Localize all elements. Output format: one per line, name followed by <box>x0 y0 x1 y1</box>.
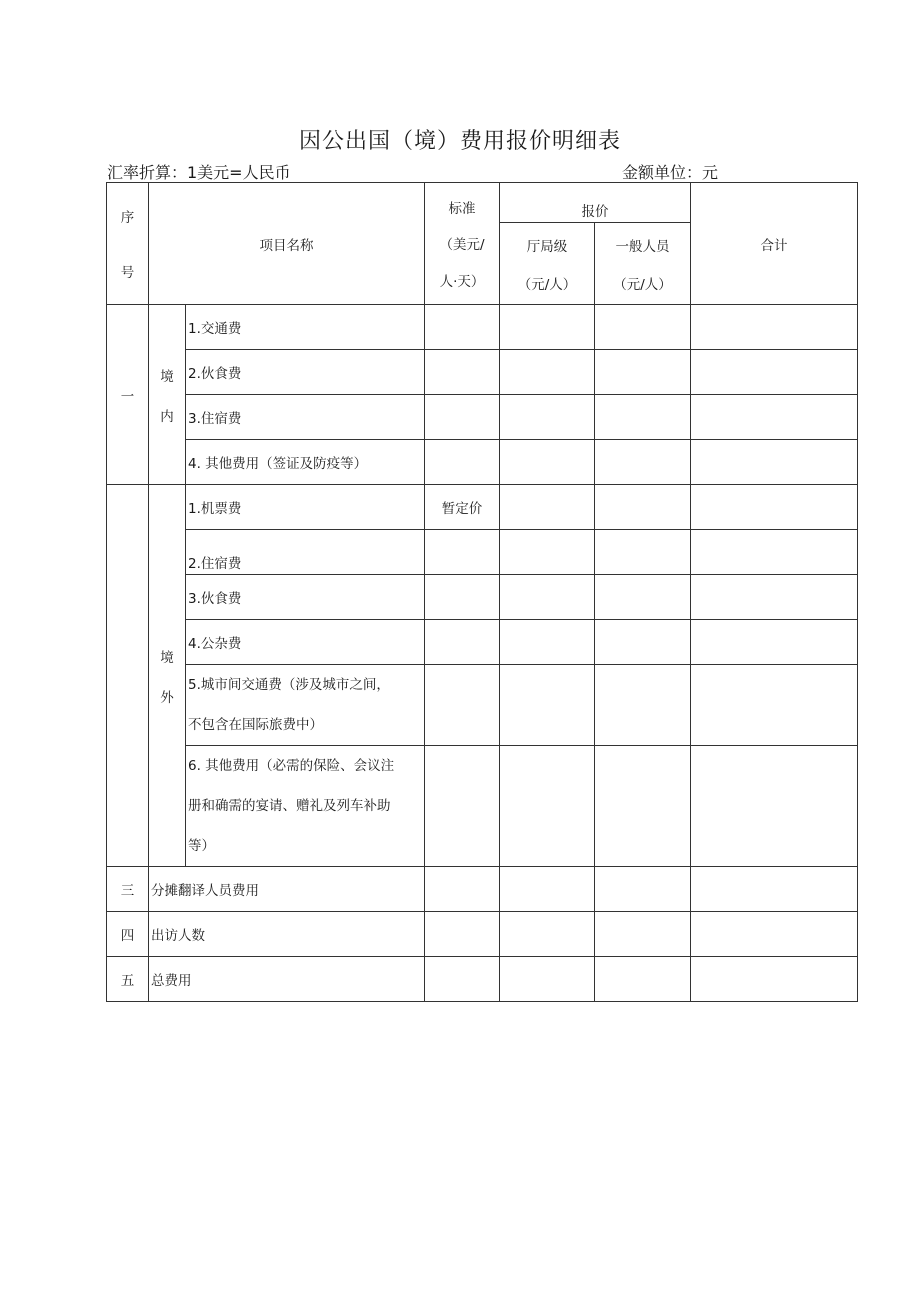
domestic-item: 1.交通费 <box>186 305 425 350</box>
seq-header: 序 号 <box>107 183 149 305</box>
row-number: 五 <box>107 957 149 1002</box>
row-number: 三 <box>107 867 149 912</box>
row-label: 分摊翻译人员费用 <box>149 867 425 912</box>
amount-unit-label: 金额单位：元 <box>622 163 719 182</box>
item-name-header: 项目名称 <box>149 183 425 305</box>
domestic-item: 3.住宿费 <box>186 395 425 440</box>
dept-level-header: 厅局级 （元/人） <box>500 223 595 305</box>
domestic-item: 4. 其他费用（签证及防疫等） <box>186 440 425 485</box>
expense-table <box>106 182 858 1002</box>
row-label: 出访人数 <box>149 912 425 957</box>
quote-header: 报价 <box>500 183 691 223</box>
row-label: 总费用 <box>149 957 425 1002</box>
overseas-item: 4.公杂费 <box>186 620 425 665</box>
exchange-rate-label: 汇率折算：1美元=人民币 <box>107 163 291 182</box>
provisional-price: 暂定价 <box>425 485 500 530</box>
overseas-item: 6. 其他费用（必需的保险、会议注 册和确需的宴请、赠礼及列车补助 等） <box>186 746 425 867</box>
overseas-item: 1.机票费 <box>186 485 425 530</box>
standard-header: 标准 （美元/ 人·天） <box>425 183 500 305</box>
general-staff-header: 一般人员 （元/人） <box>595 223 691 305</box>
section-overseas-label: 境 外 <box>149 485 186 867</box>
overseas-item: 5.城市间交通费（涉及城市之间， 不包含在国际旅费中） <box>186 665 425 746</box>
overseas-item: 2.住宿费 <box>186 530 425 575</box>
row-number: 四 <box>107 912 149 957</box>
page-title: 因公出国（境）费用报价明细表 <box>298 129 621 154</box>
section-domestic-label: 境 内 <box>149 305 186 485</box>
section-one-number: 一 <box>107 305 149 485</box>
section-two-number <box>107 485 149 867</box>
overseas-item: 3.伙食费 <box>186 575 425 620</box>
domestic-item: 2.伙食费 <box>186 350 425 395</box>
total-header: 合计 <box>691 183 858 305</box>
